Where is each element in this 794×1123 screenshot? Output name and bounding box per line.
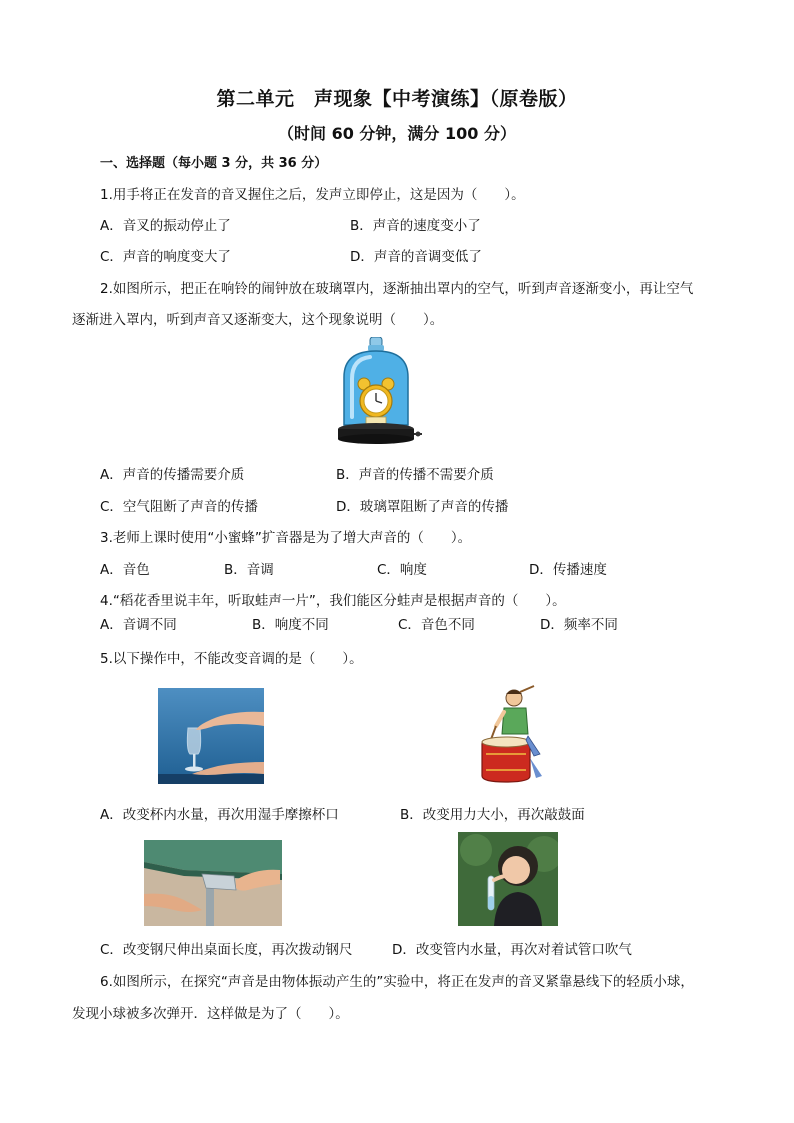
question-3-stem: 3.老师上课时使用“小蜜蜂”扩音器是为了增大声音的（ ）。	[100, 530, 472, 546]
question-2-option-a: A．声音的传播需要介质	[100, 467, 245, 483]
question-2-stem-line-2: 逐渐进入罩内，听到声音又逐渐变大，这个现象说明（ ）。	[72, 312, 444, 328]
question-5-option-a: A．改变杯内水量，再次用湿手摩擦杯口	[100, 807, 339, 823]
question-6-stem-line-1: 6.如图所示，在探究“声音是由物体振动产生的”实验中，将正在发声的音叉紧靠悬线下的轻质小球，	[100, 974, 694, 990]
question-1-option-b: B．声音的速度变小了	[350, 218, 481, 234]
child-beating-drum-figure	[476, 684, 546, 784]
question-4-option-b: B．响度不同	[252, 617, 329, 633]
exam-info: （时间 60 分钟，满分 100 分）	[278, 124, 516, 143]
question-2-option-c: C．空气阻断了声音的传播	[100, 499, 258, 515]
girl-blowing-test-tube-photo	[458, 832, 558, 926]
question-2-option-b: B．声音的传播不需要介质	[336, 467, 494, 483]
question-3-option-d: D．传播速度	[529, 562, 607, 578]
question-1-stem: 1.用手将正在发音的音叉握住之后，发声立即停止，这是因为（ ）。	[100, 187, 525, 203]
question-2-stem-line-1: 2.如图所示，把正在响铃的闹钟放在玻璃罩内，逐渐抽出罩内的空气，听到声音逐渐变小，再让空气	[100, 281, 694, 297]
question-5-option-b: B．改变用力大小，再次敲鼓面	[400, 807, 585, 823]
question-1-option-a: A．音叉的振动停止了	[100, 218, 231, 234]
section-heading: 一、选择题（每小题 3 分，共 36 分）	[100, 156, 328, 171]
page-title: 第二单元 声现象【中考演练】（原卷版）	[216, 88, 578, 110]
question-4-option-c: C．音色不同	[398, 617, 475, 633]
question-5-option-d: D．改变管内水量，再次对着试管口吹气	[392, 942, 632, 958]
wet-finger-on-glass-photo	[158, 688, 264, 784]
question-3-option-b: B．音调	[224, 562, 274, 578]
question-4-option-a: A．音调不同	[100, 617, 177, 633]
bell-jar-alarm-clock-figure	[330, 337, 422, 453]
question-4-stem: 4.“稻花香里说丰年，听取蛙声一片”，我们能区分蛙声是根据声音的（ ）。	[100, 593, 566, 609]
question-2-option-d: D．玻璃罩阻断了声音的传播	[336, 499, 509, 515]
question-1-option-c: C．声音的响度变大了	[100, 249, 231, 265]
question-4-option-d: D．频率不同	[540, 617, 618, 633]
question-5-stem: 5.以下操作中，不能改变音调的是（ ）。	[100, 651, 363, 667]
question-6-stem-line-2: 发现小球被多次弹开．这样做是为了（ ）。	[72, 1006, 349, 1022]
question-1-option-d: D．声音的音调变低了	[350, 249, 482, 265]
question-3-option-a: A．音色	[100, 562, 150, 578]
question-3-option-c: C．响度	[377, 562, 427, 578]
steel-ruler-on-table-photo	[144, 840, 282, 926]
question-5-option-c: C．改变钢尺伸出桌面长度，再次拨动钢尺	[100, 942, 353, 958]
